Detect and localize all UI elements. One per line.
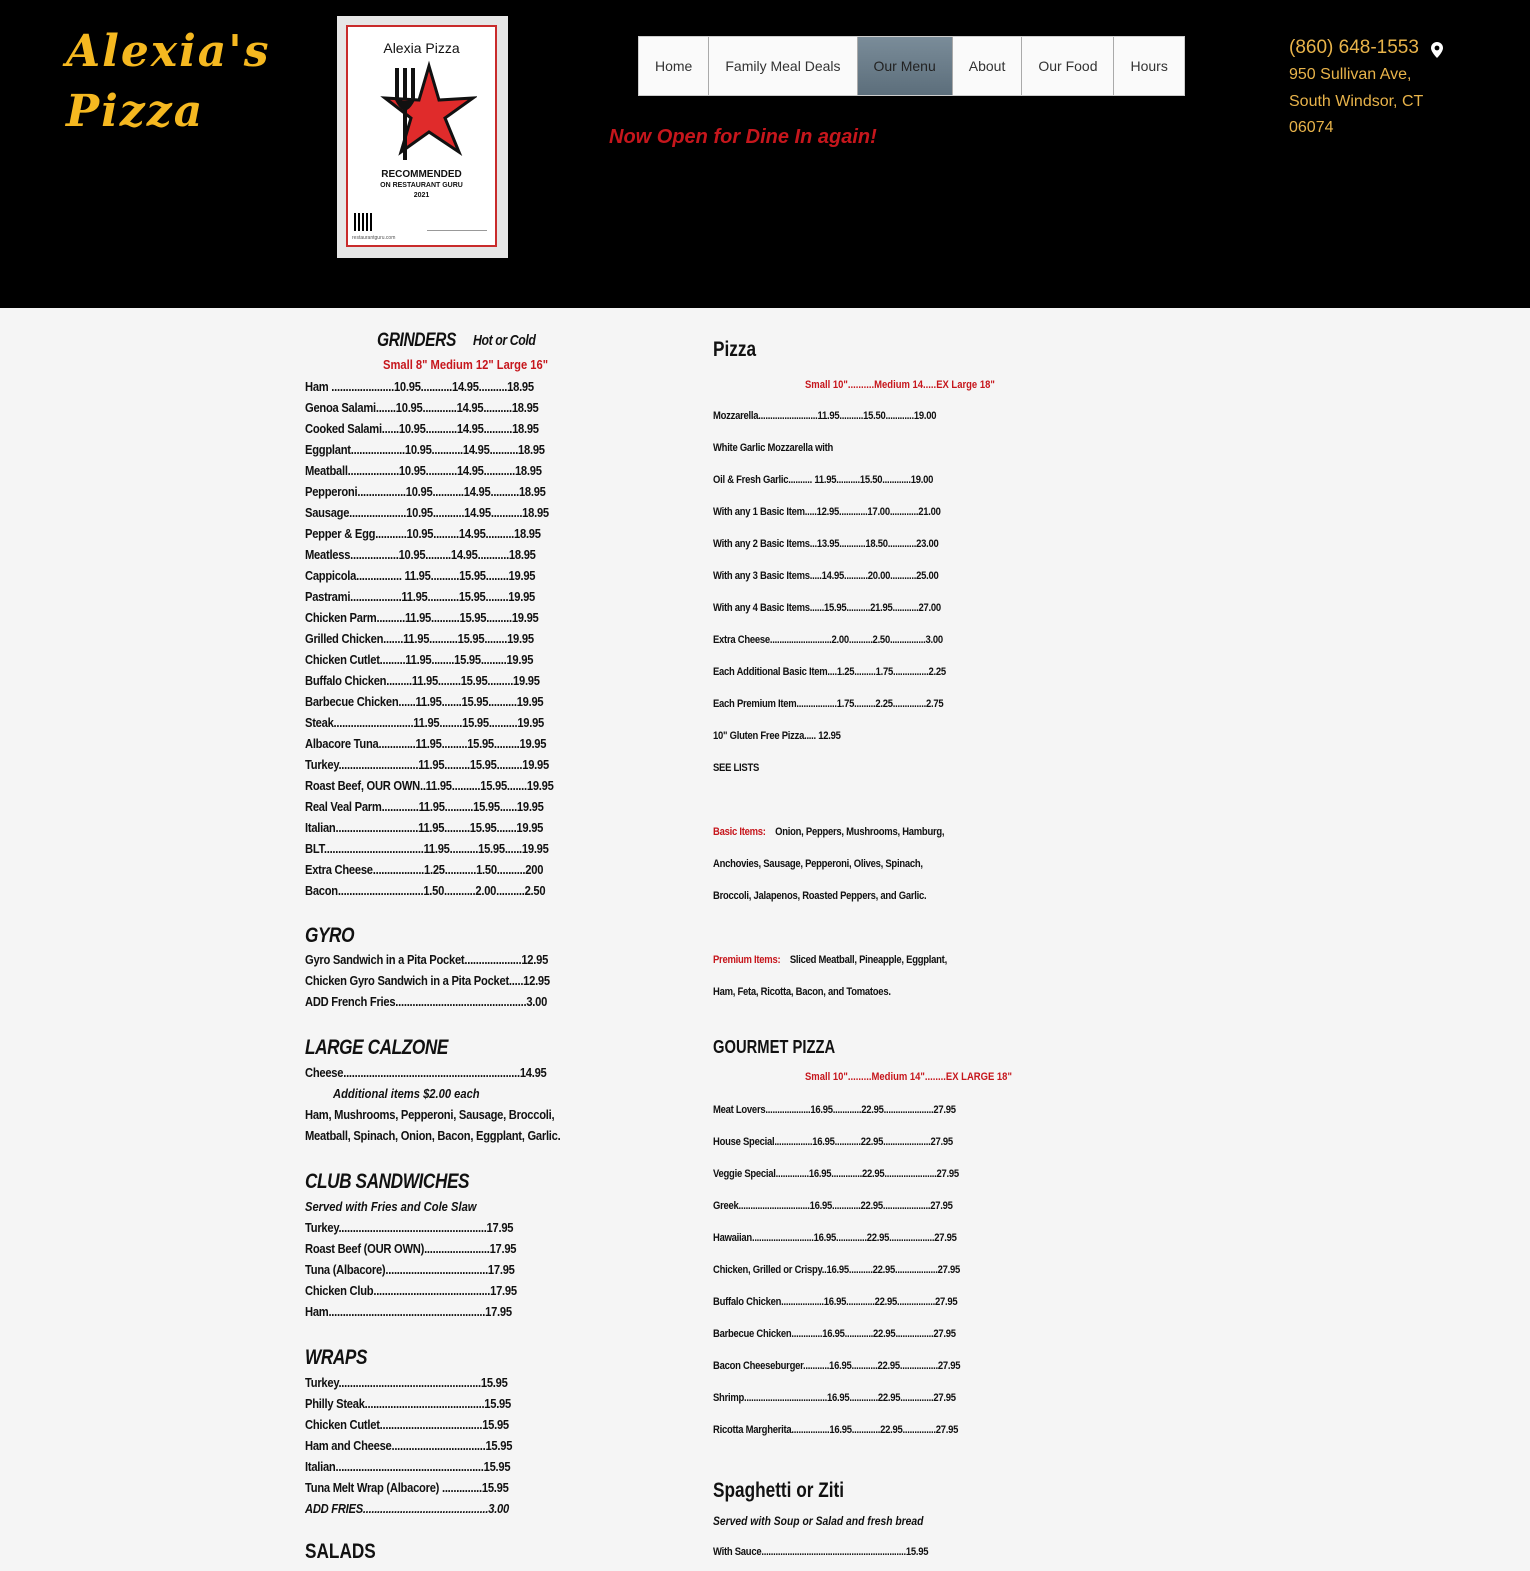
site-header <box>0 0 1530 308</box>
list-item: Chicken Club.........................................17.95 <box>305 1283 517 1298</box>
list-item: Turkey............................11.95.........15.95.........19.95 <box>305 757 549 772</box>
list-item: Mozzarella.........................11.95..........15.50............19.00 <box>713 410 937 422</box>
list-item: Ham.......................................................17.95 <box>305 1304 512 1319</box>
grinders-subtitle: Hot or Cold <box>473 332 536 349</box>
basic-items-label: Basic Items: <box>713 826 766 838</box>
list-item: SEE LISTS <box>713 762 760 774</box>
grinders-title: GRINDERS <box>377 330 456 351</box>
badge-footer: restaurantguru.com <box>352 235 396 241</box>
qr-code-icon <box>354 213 372 231</box>
list-item: Extra Cheese..........................2.00..........2.50...............3.00 <box>713 634 943 646</box>
map-pin-icon[interactable] <box>1431 42 1443 58</box>
address-line-2: South Windsor, CT <box>1289 92 1424 110</box>
gourmet-title: GOURMET PIZZA <box>713 1037 836 1057</box>
signature <box>427 210 487 231</box>
wraps-title: WRAPS <box>305 1346 368 1369</box>
list-item: House Special................16.95...........22.95....................27.95 <box>713 1136 953 1148</box>
list-item: Cooked Salami......10.95...........14.95..........18.95 <box>305 421 539 436</box>
list-item: Philly Steak..........................................15.95 <box>305 1396 511 1411</box>
nav-our-menu[interactable]: Our Menu <box>858 37 953 95</box>
address-line-3: 06074 <box>1289 119 1334 136</box>
list-item: Meatless.................10.95.........14.95...........18.95 <box>305 547 536 562</box>
nav-family-meal-deals[interactable]: Family Meal Deals <box>709 37 857 95</box>
list-item: Ham ......................10.95...........14.95..........18.95 <box>305 379 534 394</box>
nav-home[interactable]: Home <box>639 37 709 95</box>
list-item: Turkey....................................................17.95 <box>305 1220 514 1235</box>
list-item: Bacon..............................1.50...........2.00..........2.50 <box>305 883 546 898</box>
list-item: With any 2 Basic Items...13.95...........18.50............23.00 <box>713 538 939 550</box>
list-item: Chicken Cutlet.........11.95........15.95.........19.95 <box>305 652 534 667</box>
calzone-additional: Additional items $2.00 each <box>333 1086 480 1101</box>
list-item: Meat Lovers...................16.95............22.95.....................27.95 <box>713 1104 956 1116</box>
list-item: With Sauce.............................................................15.95 <box>713 1546 929 1558</box>
list-item: Barbecue Chicken......11.95.......15.95..........19.95 <box>305 694 544 709</box>
dine-in-announcement: Now Open for Dine In again! <box>609 126 877 148</box>
badge-subtitle: ON RESTAURANT GURU <box>380 182 463 189</box>
basic-items-line-2: Anchovies, Sausage, Pepperoni, Olives, Spinach, <box>713 858 923 870</box>
wraps-add-fries: ADD FRIES............................................3.00 <box>305 1501 509 1516</box>
badge-year: 2021 <box>413 192 430 199</box>
menu-left-column <box>305 330 605 1565</box>
list-item: Hawaiian..........................16.95.............22.95...................27.95 <box>713 1232 957 1244</box>
list-item: Greek..............................16.95............22.95....................27.95 <box>713 1200 953 1212</box>
basic-items-text: Onion, Peppers, Mushrooms, Hamburg, <box>775 826 945 838</box>
list-item: Buffalo Chicken..................16.95............22.95................27.95 <box>713 1296 958 1308</box>
gourmet-sizes: Small 10".........Medium 14"........EX LARGE 18" <box>805 1071 1012 1083</box>
list-item: Cappicola................ 11.95..........15.95........19.95 <box>305 568 536 583</box>
menu-right-column <box>713 330 1013 1568</box>
club-note: Served with Fries and Cole Slaw <box>305 1199 477 1214</box>
list-item: Tuna Melt Wrap (Albacore) ..............15.95 <box>305 1480 509 1495</box>
basic-items-line-1 <box>713 816 971 848</box>
list-item: Barbecue Chicken.............16.95............22.95................27.95 <box>713 1328 956 1340</box>
list-item: Extra Cheese..................1.25...........1.50..........200 <box>305 862 544 877</box>
list-item: White Garlic Mozzarella with <box>713 442 833 454</box>
list-item: Real Veal Parm.............11.95..........15.95......19.95 <box>305 799 544 814</box>
list-item: Pastrami..................11.95...........15.95........19.95 <box>305 589 535 604</box>
list-item: BLT...................................11.95..........15.95......19.95 <box>305 841 549 856</box>
list-item: Roast Beef, OUR OWN..11.95..........15.95.......19.95 <box>305 778 554 793</box>
list-item: Veggie Special..............16.95.............22.95......................27.95 <box>713 1168 959 1180</box>
list-item: Italian.............................11.95.........15.95.......19.95 <box>305 820 544 835</box>
list-item: Genoa Salami.......10.95............14.95..........18.95 <box>305 400 539 415</box>
list-item: Chicken Parm..........11.95..........15.95.........19.95 <box>305 610 539 625</box>
list-item: Cheese..............................................................14.95 <box>305 1065 547 1080</box>
premium-items-label: Premium Items: <box>713 954 781 966</box>
list-item: Turkey..................................................15.95 <box>305 1375 508 1390</box>
pizza-sizes: Small 10"..........Medium 14.....EX Large 18" <box>805 379 995 391</box>
salads-title: SALADS <box>305 1540 376 1563</box>
list-item: 10" Gluten Free Pizza..... 12.95 <box>713 730 841 742</box>
list-item: Sausage....................10.95...........14.95...........18.95 <box>305 505 549 520</box>
logo-line-2: Pizza <box>66 86 205 137</box>
list-item: Oil & Fresh Garlic.......... 11.95..........15.50............19.00 <box>713 474 934 486</box>
grinders-sizes: Small 8" Medium 12" Large 16" <box>383 357 549 372</box>
list-item: Gyro Sandwich in a Pita Pocket....................12.95 <box>305 952 549 967</box>
list-item: Grilled Chicken.......11.95..........15.95........19.95 <box>305 631 534 646</box>
restaurant-guru-badge[interactable] <box>337 16 508 258</box>
list-item: Chicken, Grilled or Crispy..16.95..........22.95..................27.95 <box>713 1264 961 1276</box>
premium-items-text: Sliced Meatball, Pineapple, Eggplant, <box>789 954 947 966</box>
list-item: ADD French Fries..............................................3.00 <box>305 994 548 1009</box>
list-item: Albacore Tuna.............11.95.........15.95.........19.95 <box>305 736 547 751</box>
list-item: Chicken Cutlet....................................15.95 <box>305 1417 509 1432</box>
basic-items-line-3: Broccoli, Jalapenos, Roasted Peppers, and Garlic. <box>713 890 927 902</box>
main-nav <box>638 36 1185 96</box>
list-item: Each Additional Basic Item....1.25.........1.75...............2.25 <box>713 666 946 678</box>
club-title: CLUB SANDWICHES <box>305 1170 470 1193</box>
list-item: Steak............................11.95........15.95..........19.95 <box>305 715 545 730</box>
list-item: Eggplant...................10.95...........14.95..........18.95 <box>305 442 545 457</box>
address-line-1: 950 Sullivan Ave, <box>1289 66 1412 83</box>
logo-line-1: Alexia's <box>66 26 271 77</box>
nav-our-food[interactable]: Our Food <box>1022 37 1114 95</box>
spaghetti-note: Served with Soup or Salad and fresh bread <box>713 1514 924 1528</box>
list-item: With any 4 Basic Items......15.95..........21.95...........27.00 <box>713 602 941 614</box>
list-item: Italian....................................................15.95 <box>305 1459 511 1474</box>
badge-recommended: RECOMMENDED <box>381 169 462 180</box>
list-item: Ham and Cheese.................................15.95 <box>305 1438 513 1453</box>
list-item: Meatball..................10.95...........14.95...........18.95 <box>305 463 542 478</box>
nav-hours[interactable]: Hours <box>1114 37 1183 95</box>
list-item: Pepperoni.................10.95...........14.95..........18.95 <box>305 484 546 499</box>
list-item: Shrimp...................................16.95............22.95..............27.95 <box>713 1392 956 1404</box>
list-item: Each Premium Item.................1.75.........2.25..............2.75 <box>713 698 944 710</box>
calzone-title: LARGE CALZONE <box>305 1036 448 1059</box>
list-item: Chicken Gyro Sandwich in a Pita Pocket.....12.95 <box>305 973 550 988</box>
badge-title: Alexia Pizza <box>383 40 460 56</box>
grinders-list <box>305 376 605 901</box>
list-item: Pepper & Egg...........10.95.........14.95..........18.95 <box>305 526 541 541</box>
fork-star-icon <box>367 60 477 165</box>
nav-about[interactable]: About <box>953 37 1023 95</box>
list-item: Ricotta Margherita................16.95............22.95..............27.95 <box>713 1424 959 1436</box>
contact-info <box>1289 34 1423 142</box>
pizza-title: Pizza <box>713 338 757 361</box>
list-item: Bacon Cheeseburger...........16.95...........22.95................27.95 <box>713 1360 961 1372</box>
list-item: With any 1 Basic Item.....12.95............17.00............21.00 <box>713 506 941 518</box>
calzone-items-2: Meatball, Spinach, Onion, Bacon, Eggplant, Garlic. <box>305 1128 561 1143</box>
premium-items-line-1 <box>713 944 971 976</box>
gyro-title: GYRO <box>305 924 355 947</box>
premium-items-line-2: Ham, Feta, Ricotta, Bacon, and Tomatoes. <box>713 986 891 998</box>
list-item: With any 3 Basic Items.....14.95..........20.00...........25.00 <box>713 570 939 582</box>
list-item: Buffalo Chicken.........11.95........15.95.........19.95 <box>305 673 540 688</box>
list-item: Roast Beef (OUR OWN).......................17.95 <box>305 1241 517 1256</box>
site-logo[interactable] <box>66 22 271 142</box>
phone-number[interactable]: (860) 648-1553 <box>1289 37 1419 58</box>
list-item: Tuna (Albacore)....................................17.95 <box>305 1262 515 1277</box>
spaghetti-title: Spaghetti or Ziti <box>713 1479 845 1502</box>
calzone-items-1: Ham, Mushrooms, Pepperoni, Sausage, Broccoli, <box>305 1107 555 1122</box>
